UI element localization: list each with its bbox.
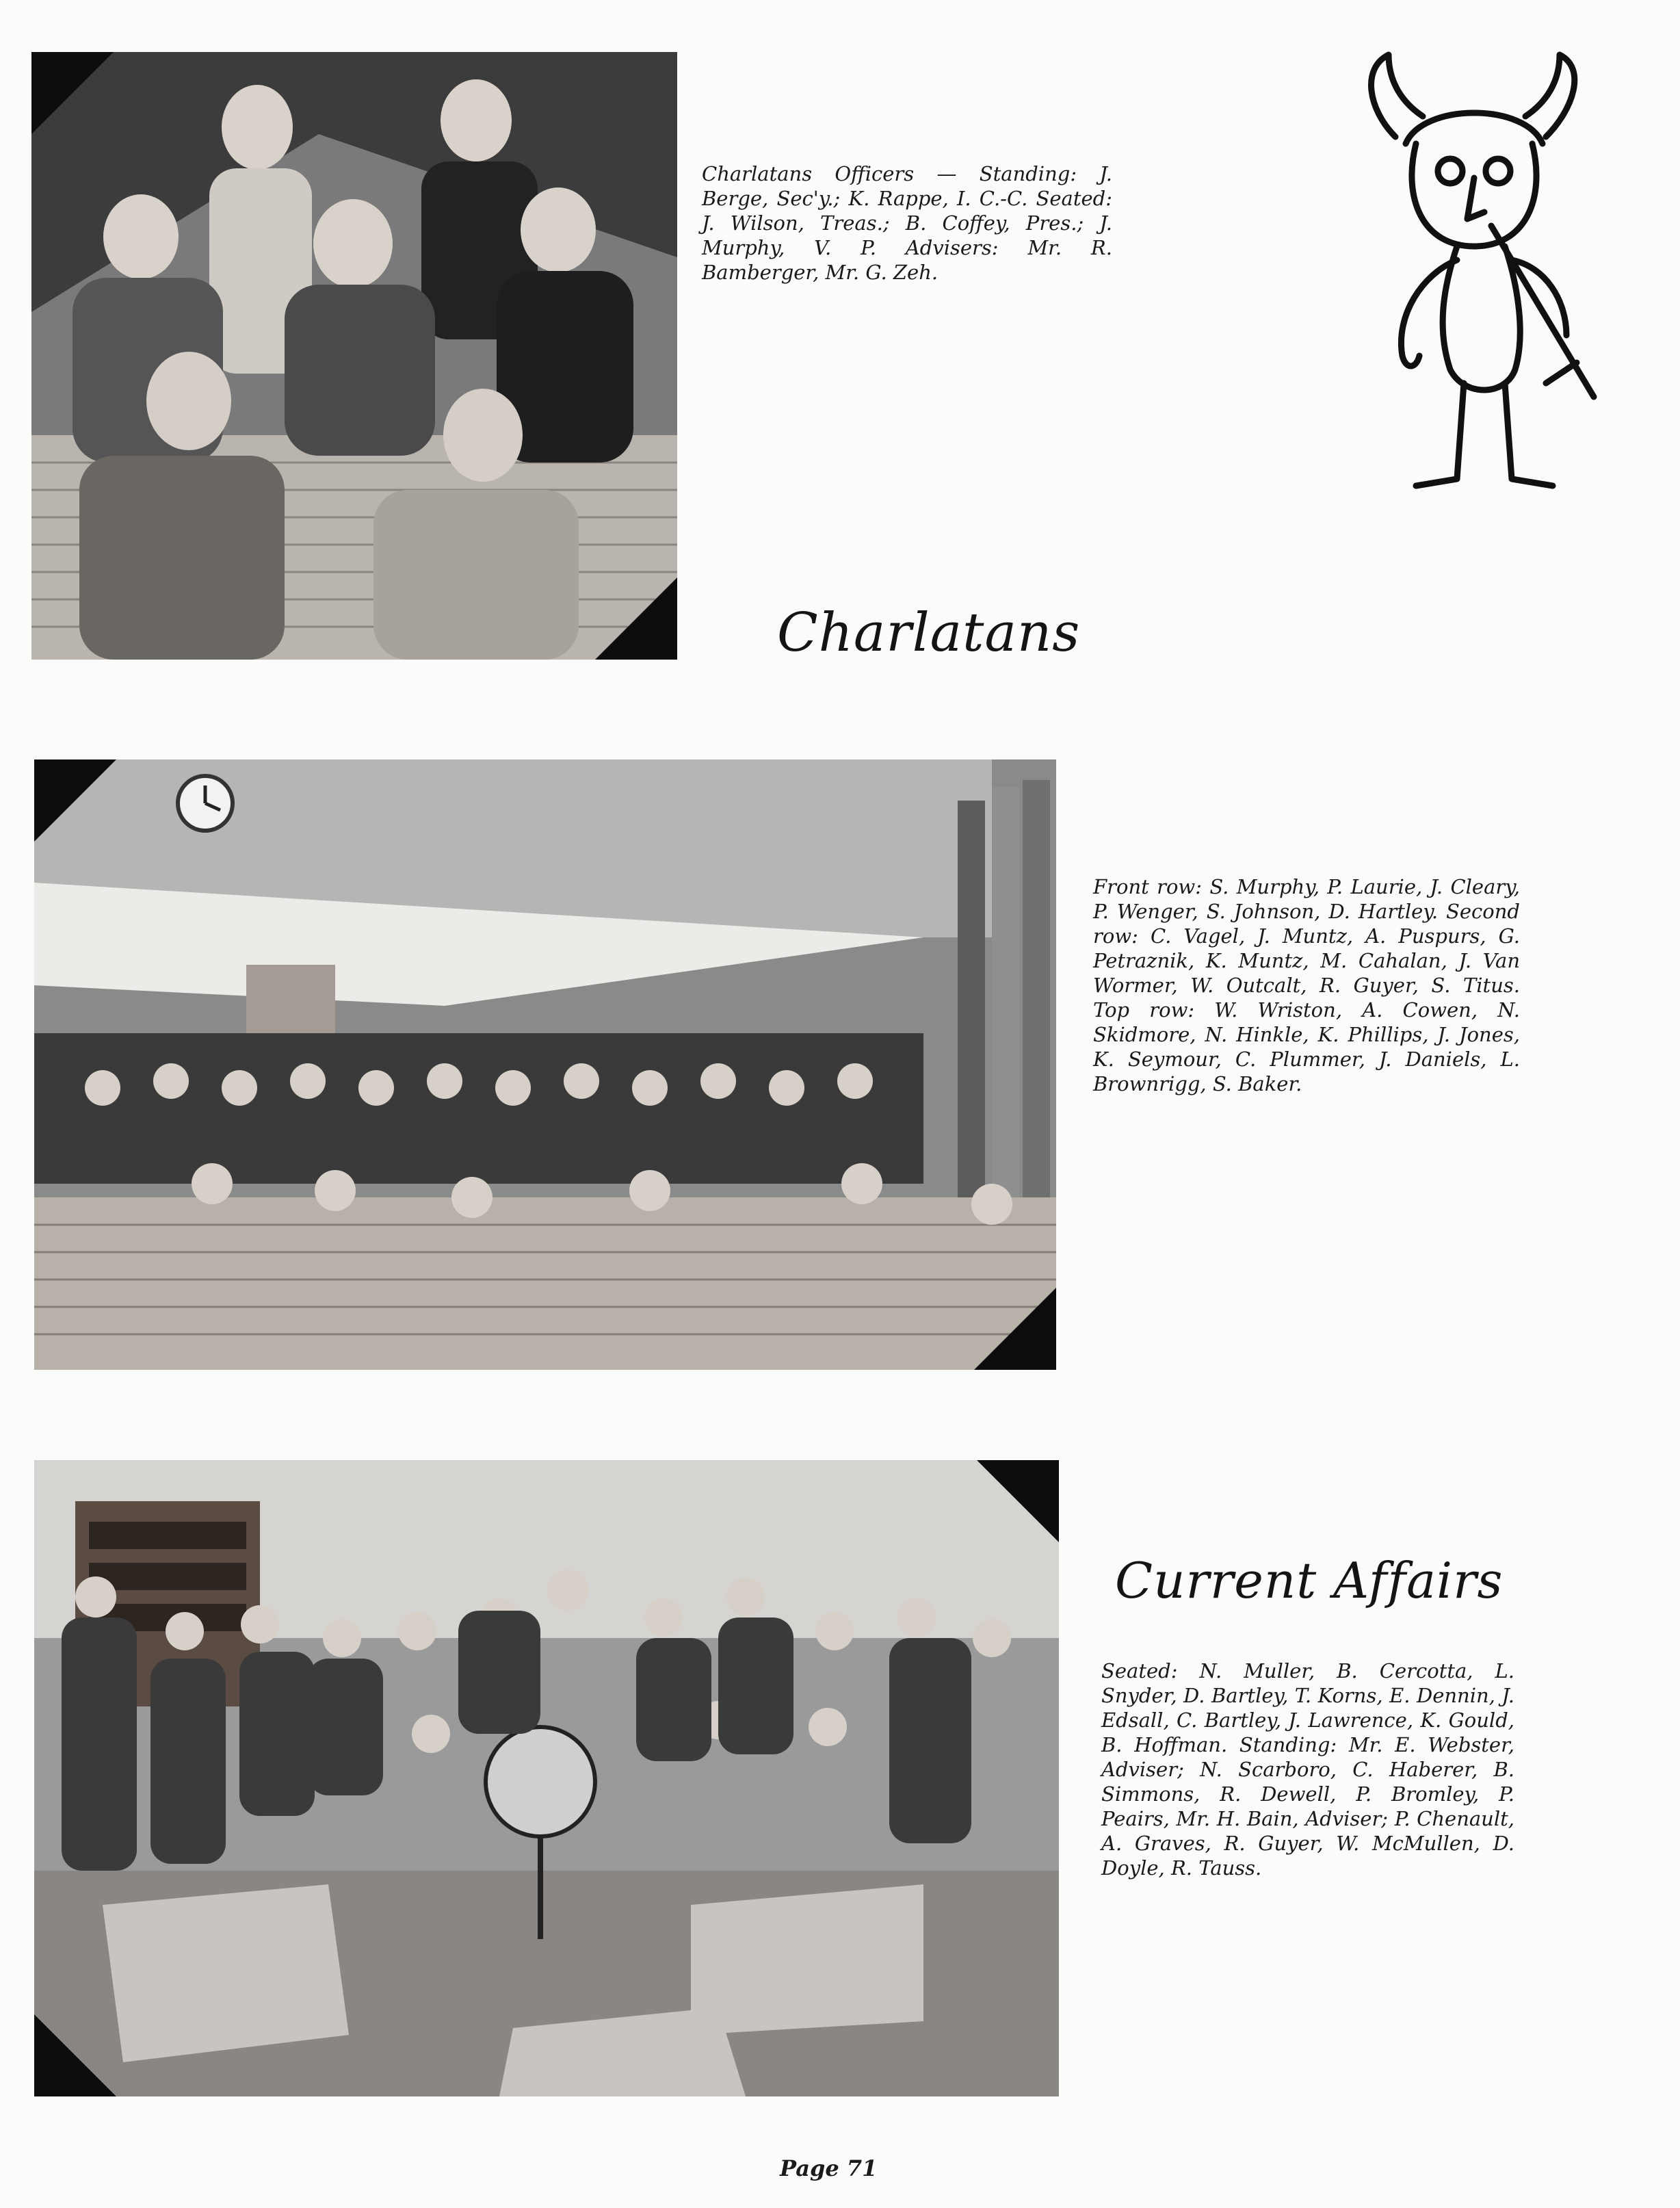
officers-caption: Charlatans Officers — Standing: J. Berge, Sec'y.; K. Rappe, I. C.-C. Seated: J. Wilson, Treas.; B. Coffey, Pres.; J. Murphy, V. P. Advisers: Mr. R. Bamberger, Mr. G. Zeh. [702, 162, 1112, 284]
photo-corner-bottom-left [34, 2014, 116, 2096]
photo-corner-top-right [977, 1460, 1059, 1542]
photo-corner-top-left [31, 52, 114, 134]
officers-photo-image [31, 52, 677, 660]
current-affairs-heading: Current Affairs [1115, 1552, 1504, 1609]
current-affairs-photo-image [34, 1460, 1059, 2096]
members-caption: Front row: S. Murphy, P. Laurie, J. Cleary, P. Wenger, S. Johnson, D. Hartley. Second row: C. Vagel, J. Muntz, A. Puspurs, G. Petraznik, K. Muntz, M. Cahalan, J. Van Wormer, W. Outcalt, R. Guyer, S. Titus. Top row: W. Wriston, A. Cowen, N. Skidmore, N. Hinkle, K. Phillips, J. Jones, K. Seymour, C. Plummer, J. Daniels, L. Brownrigg, S. Baker. [1093, 875, 1520, 1095]
members-photo-image [34, 759, 1056, 1370]
charlatans-members-photo [34, 759, 1056, 1370]
charlatans-officers-photo [31, 52, 677, 660]
photo-corner-top-left [34, 759, 116, 842]
current-affairs-caption: Seated: N. Muller, B. Cercotta, L. Snyder, D. Bartley, T. Korns, E. Dennin, J. Edsall, C. Bartley, J. Lawrence, K. Gould, B. Hoffman. Standing: Mr. E. Webster, Adviser; N. Scarboro, C. Haberer, B. Simmons, R. Dewell, P. Bromley, P. Peairs, Mr. H. Bain, Adviser; P. Chenault, A. Graves, R. Guyer, W. McMullen, D. Doyle, R. Tauss. [1101, 1659, 1514, 1880]
photo-corner-bottom-right [595, 577, 677, 660]
current-affairs-photo [34, 1460, 1059, 2096]
viking-mascot-drawing [1341, 41, 1628, 520]
photo-corner-bottom-right [974, 1288, 1056, 1370]
page-number: Page 71 [780, 2155, 878, 2181]
charlatans-heading: Charlatans [777, 602, 1081, 664]
